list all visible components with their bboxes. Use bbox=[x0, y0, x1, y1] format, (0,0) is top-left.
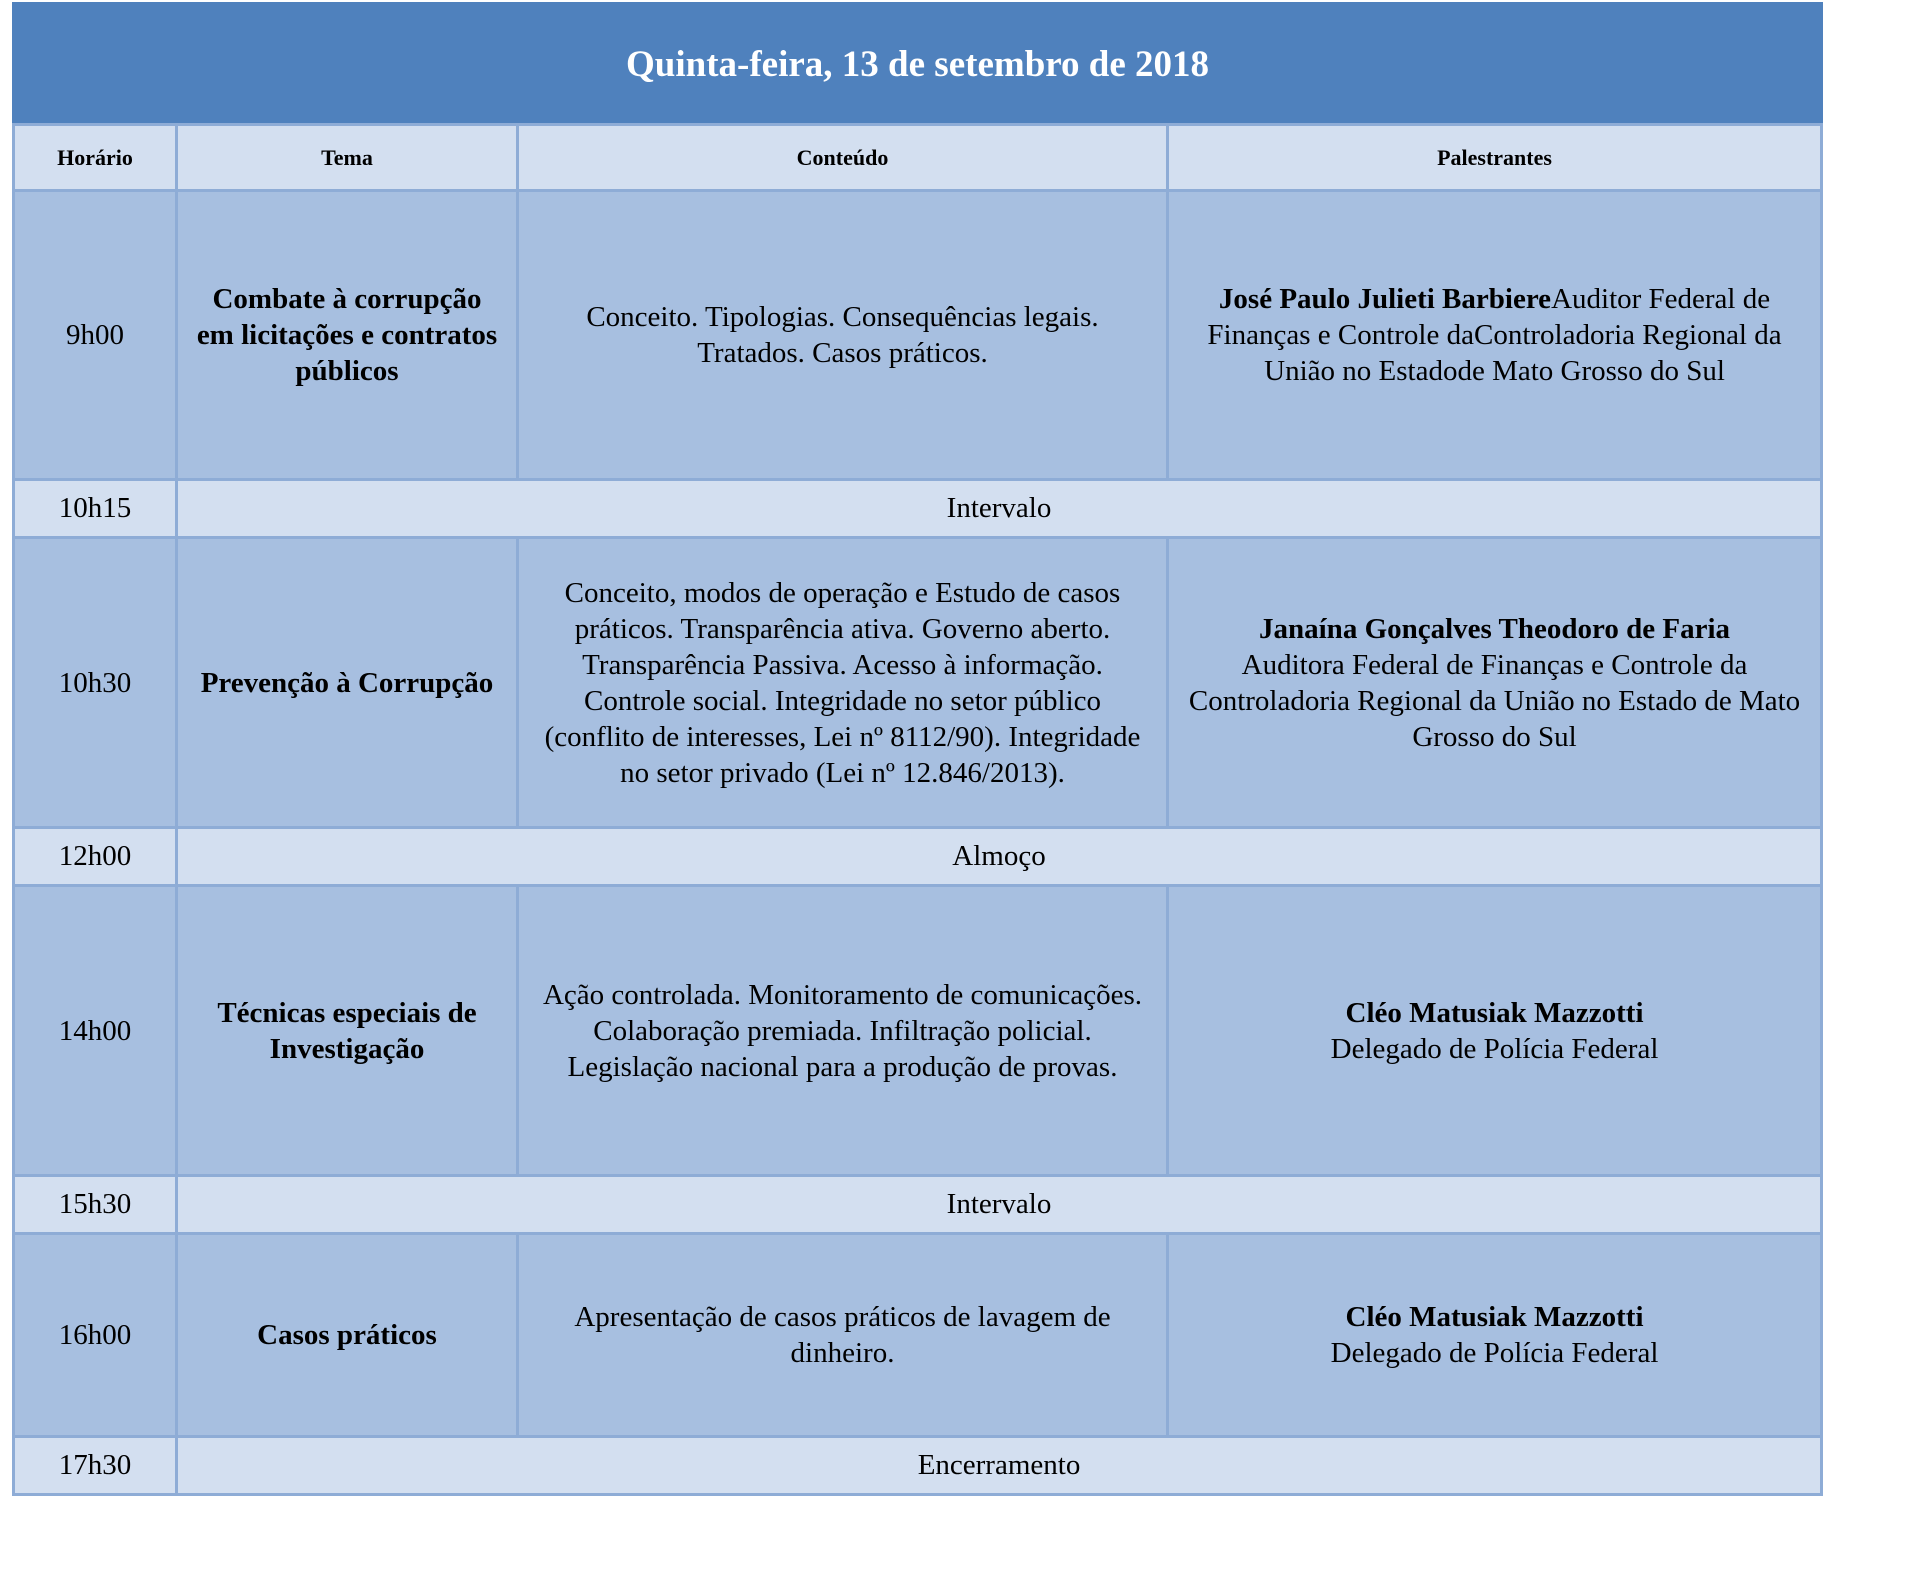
topic-cell: Combate à corrupção em licitações e contratos públicos bbox=[177, 191, 518, 480]
speaker-cell bbox=[1168, 1234, 1822, 1437]
speaker-cell bbox=[1168, 191, 1822, 480]
speaker-cell bbox=[1168, 538, 1822, 828]
table-row bbox=[14, 886, 1822, 1176]
break-label: Encerramento bbox=[177, 1437, 1822, 1495]
speaker-name: Janaína Gonçalves Theodoro de Faria bbox=[1259, 612, 1731, 645]
time-cell: 10h15 bbox=[14, 480, 177, 538]
header-content: Conteúdo bbox=[518, 125, 1168, 191]
time-cell: 16h00 bbox=[14, 1234, 177, 1437]
time-cell: 12h00 bbox=[14, 828, 177, 886]
speaker-role: Auditor Federal de Finanças e Controle daControladoria Regional da União no Estadode Mato Grosso do Sul bbox=[1207, 283, 1782, 387]
time-cell: 14h00 bbox=[14, 886, 177, 1176]
content-cell: Apresentação de casos práticos de lavagem de dinheiro. bbox=[518, 1234, 1168, 1437]
speaker-cell bbox=[1168, 886, 1822, 1176]
content-cell: Conceito, modos de operação e Estudo de casos práticos. Transparência ativa. Governo aberto. Transparência Passiva. Acesso à informação. Controle social. Integridade no setor público (conflito de interesses, Lei nº 8112/90). Integridade no setor privado (Lei nº 12.846/2013). bbox=[518, 538, 1168, 828]
table-row bbox=[14, 1176, 1822, 1234]
content-cell: Conceito. Tipologias. Consequências legais. Tratados. Casos práticos. bbox=[518, 191, 1168, 480]
table-row bbox=[14, 828, 1822, 886]
time-cell: 15h30 bbox=[14, 1176, 177, 1234]
header-speakers: Palestrantes bbox=[1168, 125, 1822, 191]
break-label: Intervalo bbox=[177, 480, 1822, 538]
table-row bbox=[14, 1234, 1822, 1437]
break-label: Intervalo bbox=[177, 1176, 1822, 1234]
topic-cell: Técnicas especiais de Investigação bbox=[177, 886, 518, 1176]
speaker-role: Delegado de Polícia Federal bbox=[1330, 1032, 1659, 1065]
time-cell: 17h30 bbox=[14, 1437, 177, 1495]
table-row bbox=[14, 191, 1822, 480]
table-row bbox=[14, 480, 1822, 538]
break-label: Almoço bbox=[177, 828, 1822, 886]
speaker-role: Delegado de Polícia Federal bbox=[1330, 1337, 1659, 1369]
time-cell: 10h30 bbox=[14, 538, 177, 828]
speaker-role: Auditora Federal de Finanças e Controle da Controladoria Regional da União no Estado de Mato Grosso do Sul bbox=[1188, 648, 1801, 753]
speaker-name: José Paulo Julieti Barbiere bbox=[1218, 283, 1552, 315]
topic-cell: Casos práticos bbox=[177, 1234, 518, 1437]
speaker-name: Cléo Matusiak Mazzotti bbox=[1345, 996, 1644, 1029]
content-cell: Ação controlada. Monitoramento de comunicações. Colaboração premiada. Infiltração policial. Legislação nacional para a produção de provas. bbox=[518, 886, 1168, 1176]
schedule-table bbox=[12, 2, 1823, 1496]
table-row bbox=[14, 538, 1822, 828]
speaker-name: Cléo Matusiak Mazzotti bbox=[1345, 1301, 1644, 1333]
header-time: Horário bbox=[14, 125, 177, 191]
time-cell: 9h00 bbox=[14, 191, 177, 480]
header-topic: Tema bbox=[177, 125, 518, 191]
table-row bbox=[14, 1437, 1822, 1495]
topic-cell: Prevenção à Corrupção bbox=[177, 538, 518, 828]
schedule-title: Quinta-feira, 13 de setembro de 2018 bbox=[14, 4, 1822, 125]
